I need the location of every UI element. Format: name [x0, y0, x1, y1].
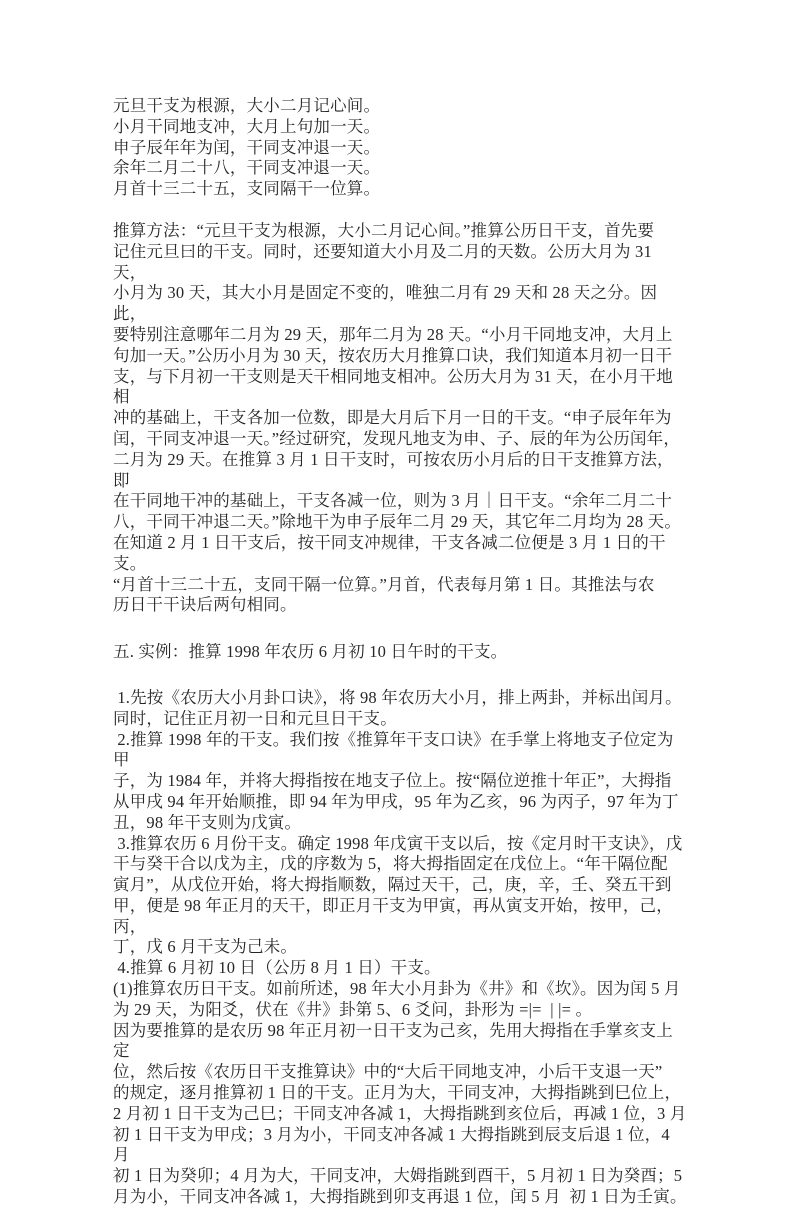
- text-line: 二月为 29 天。在推算 3 月 1 日干支时，可按农历小月后的日干支推算方法，即: [113, 449, 674, 490]
- document-content: [113, 96, 689, 1208]
- text-line: 月为小，干同支冲各减 1，大拇指跳到卯支再退 1 位，闰 5 月 初 1 日为壬寅。: [113, 1187, 687, 1207]
- text-line: 余年二月二十八，干同支冲退一天。: [113, 158, 381, 178]
- text-line: 1.先按《农历大小月卦口诀》，将 98 年农历大小月，排上两卦，并标出闰月。: [113, 687, 682, 707]
- text-line: 要特别注意哪年二月为 29 天，那年二月为 28 天。“小月干同地支冲，大月上: [113, 324, 673, 344]
- text-line: 初 1 日为癸卯；4 月为大，干同支冲，大姆指跳到酉干，5 月初 1 日为癸酉；5: [113, 1166, 683, 1186]
- text-line: 初 1 日干支为甲戌；3 月为小，干同支冲各减 1 大拇指跳到辰支后退 1 位，4 月: [113, 1124, 675, 1165]
- text-line: 的规定，逐月推算初 1 日的干支。正月为大，干同支冲，大拇指跳到巳位上，: [113, 1083, 682, 1103]
- text-line: 支，与下月初一干支则是天干相同地支相冲。公历大月为 31 天，在小月干地相: [113, 366, 673, 407]
- text-line: 历日干干诀后两句相同。: [113, 595, 297, 615]
- text-line: 推算方法：“元旦干支为根源，大小二月记心间。”推算公历日干支，首先要: [113, 220, 655, 240]
- text-line: 从甲戌 94 年开始顺推，即 94 年为甲戌，95 年为乙亥，96 为丙子，97 年为丁: [113, 791, 679, 811]
- text-line: 申子辰年年为闰，干同支冲退一天。: [113, 137, 381, 157]
- text-line: 子，为 1984 年，并将大拇指按在地支子位上。按“隔位逆推十年正”，大拇指: [113, 771, 672, 791]
- text-line: 为 29 天，为阳爻，伏在《井》卦第 5、6 爻问，卦形为 =|= | |= 。: [113, 999, 593, 1019]
- text-line: 干与癸干合以戊为主，戊的序数为 5，将大拇指固定在戊位上。“年干隔位配: [113, 854, 668, 874]
- text-line: 月首十三二十五，支同隔干一位算。: [113, 179, 381, 199]
- text-line: 冲的基础上，干支各加一位数，即是大月后下月一日的干支。“申子辰年年为: [113, 408, 672, 428]
- text-line: 因为要推算的是农历 98 年正月初一日干支为己亥，先用大拇指在手掌亥支上定: [113, 1020, 673, 1061]
- text-line: 元旦干支为根源，大小二月记心间。: [113, 96, 381, 115]
- text-line: 在知道 2 月 1 日干支后，按干同支冲规律，干支各减二位便是 3 月 1 日的干支。: [113, 532, 666, 573]
- text-line: 同时，记住正月初一日和元旦日干支。: [113, 708, 397, 728]
- text-line: 丑，98 年干支则为戊寅。: [113, 812, 302, 832]
- text-line: 位，然后按《农历日干支推算诀》中的“大后干同地支冲，小后干支退一天”: [113, 1062, 663, 1082]
- section-heading-example: 五. 实例：推算 1998 年农历 6 月初 10 日午时的干支。: [113, 642, 508, 662]
- text-line: 2.推算 1998 年的干支。我们按《推算年干支口诀》在手掌上将地支子位定为甲: [113, 729, 674, 770]
- ganzhi-mnemonic-poem: [113, 96, 689, 200]
- text-line: 丁，戊 6 月干支为己未。: [113, 937, 298, 957]
- example-steps-paragraph: [113, 688, 689, 1208]
- text-line: 小月干同地支冲，大月上句加一天。: [113, 116, 381, 136]
- text-line: 记住元旦曰的干支。同时，还要知道大小月及二月的天数。公历大月为 31 天，: [113, 241, 657, 282]
- text-line: 4.推算 6 月初 10 日（公历 8 月 1 日）干支。: [113, 958, 441, 978]
- calculation-method-paragraph: [113, 221, 689, 616]
- text-line: 闰，干同支冲退一天。”经过研究，发现凡地支为申、子、辰的年为公历闰年，: [113, 428, 681, 448]
- text-line: “月首十三二十五，支同干隔一位算。”月首，代表每月第 1 日。其推法与农: [113, 574, 655, 594]
- text-line: (1)推算农历日干支。如前所述，98 年大小月卦为《井》和《坎》。因为闰 5 月: [113, 979, 681, 999]
- text-line: 在干同地干冲的基础上，干支各减一位，则为 3 月｜日干支。“余年二月二十: [113, 491, 673, 511]
- text-line: 寅月”，从戊位开始，将大拇指顺数，隔过天干，己，庚，辛，壬、癸五干到: [113, 875, 672, 895]
- text-line: 句加一天。”公历小月为 30 天，按农历大月推算口诀，我们知道本月初一日干: [113, 345, 673, 365]
- text-line: 甲，便是 98 年正月的天干，即正月干支为甲寅，再从寅支开始，按甲，己，丙，: [113, 895, 673, 936]
- text-line: 小月为 30 天，其大小月是固定不变的，唯独二月有 29 天和 28 天之分。因此，: [113, 283, 658, 324]
- text-line: 八，干同干冲退二天。”除地干为申子辰年二月 29 天，其它年二月均为 28 天。: [113, 512, 682, 532]
- text-line: 3.推算农历 6 月份干支。确定 1998 年戊寅干支以后，按《定月时干支诀》，戊: [113, 833, 683, 853]
- text-line: 2 月初 1 日干支为己巳；干同支冲各减 1，大拇指跳到亥位后，再减 1 位，3 月: [113, 1103, 687, 1123]
